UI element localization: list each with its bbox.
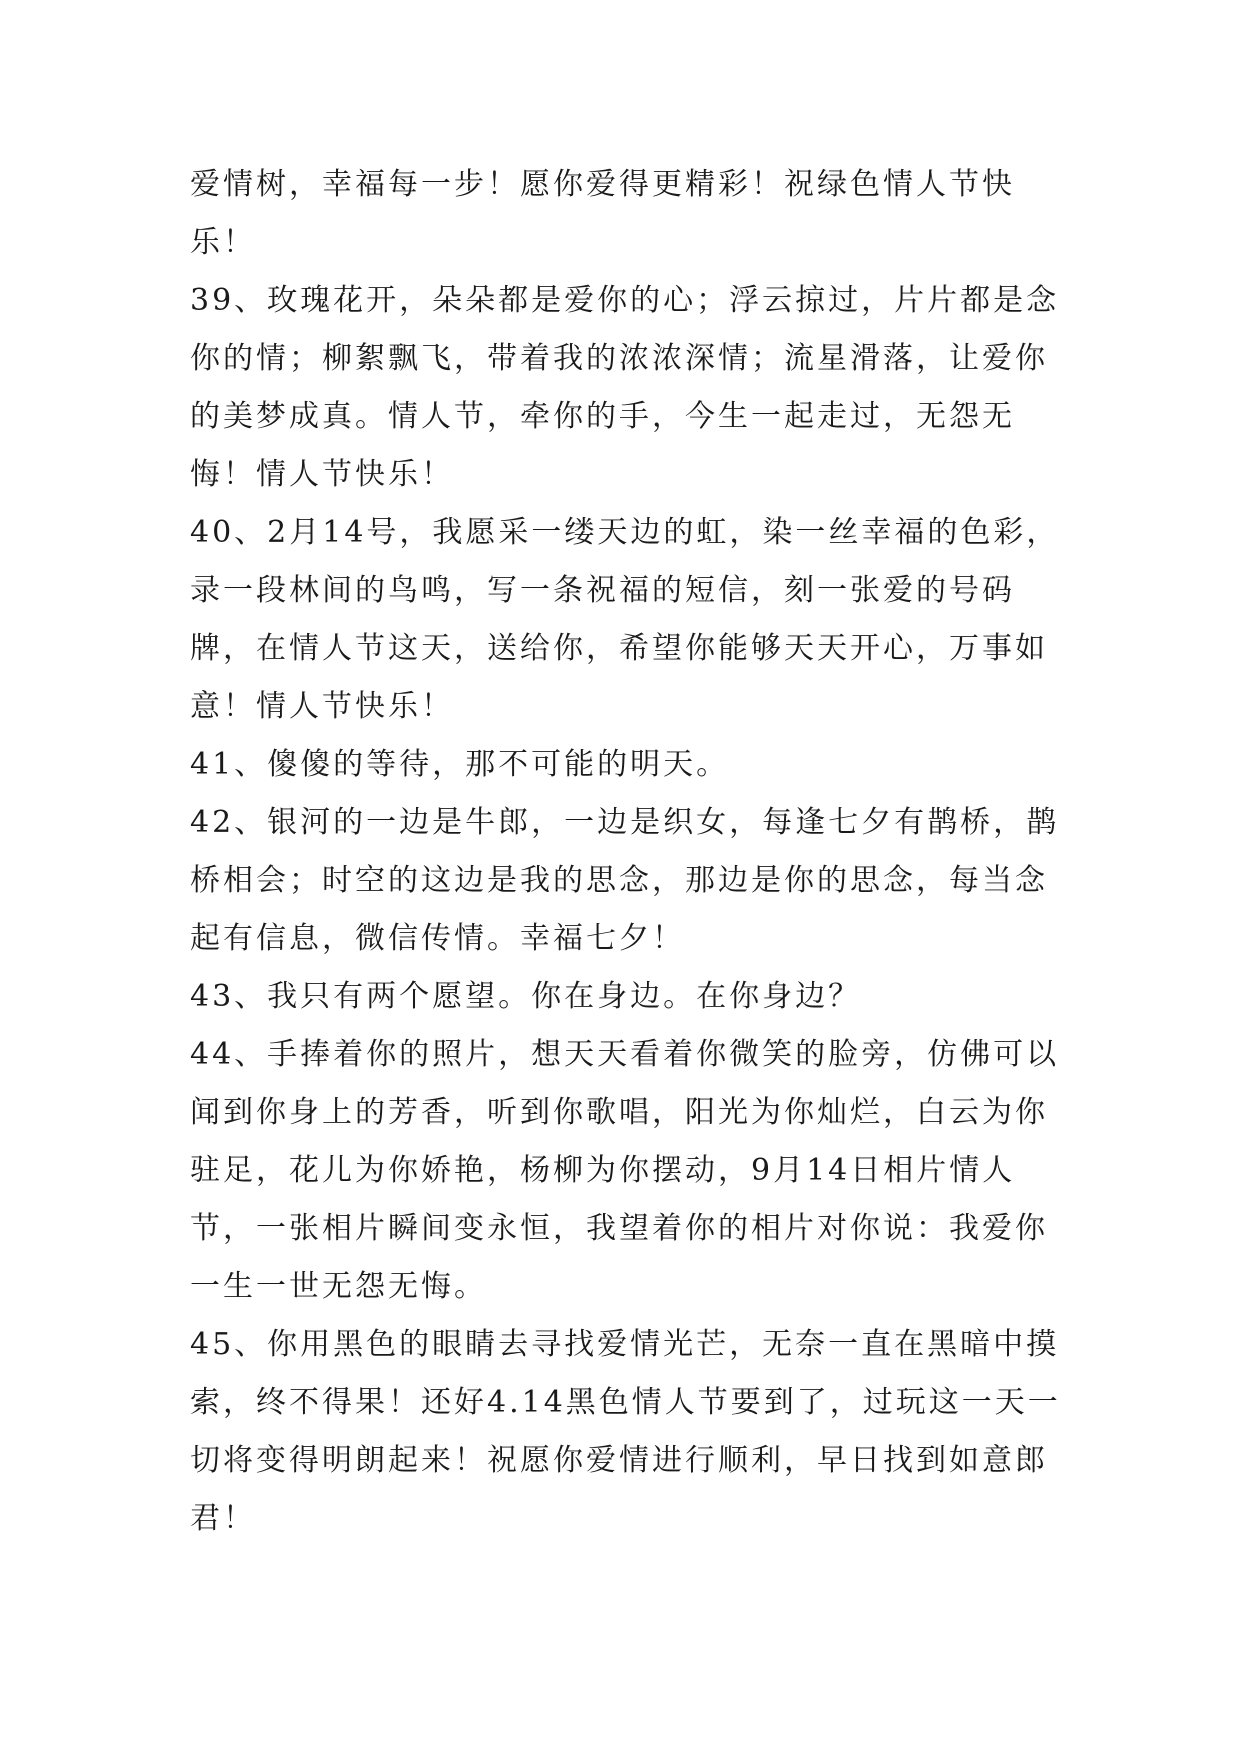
- paragraph-41: 41、傻傻的等待，那不可能的明天。: [190, 747, 730, 782]
- paragraph-43: 43、我只有两个愿望。你在身边。在你身边？: [190, 979, 862, 1014]
- paragraph-44: 44、手捧着你的照片，想天天看着你微笑的脸旁，仿佛可以闻到你身上的芳香，听到你歌唱，阳光为你灿烂，白云为你驻足，花儿为你娇艳，杨柳为你摆动，9月14日相片情人节，一张相片瞬间变永恒，我望着你的相片对你说：我爱你一生一世无怨无悔。: [190, 1037, 1060, 1304]
- document-body: [190, 156, 1068, 1548]
- paragraph-42: 42、银河的一边是牛郎，一边是织女，每逢七夕有鹊桥，鹊桥相会；时空的这边是我的思念，那边是你的思念，每当念起有信息，微信传情。幸福七夕！: [190, 805, 1060, 956]
- paragraph-45: 45、你用黑色的眼睛去寻找爱情光芒，无奈一直在黑暗中摸索，终不得果！还好4.14黑色情人节要到了，过玩这一天一切将变得明朗起来！祝愿你爱情进行顺利，早日找到如意郎君！: [190, 1327, 1061, 1536]
- paragraph-40: 40、2月14号，我愿采一缕天边的虹，染一丝幸福的色彩，录一段林间的鸟鸣，写一条祝福的短信，刻一张爱的号码牌，在情人节这天，送给你，希望你能够天天开心，万事如意！情人节快乐！: [190, 515, 1060, 724]
- paragraph-39: 39、玫瑰花开，朵朵都是爱你的心；浮云掠过，片片都是念你的情；柳絮飘飞，带着我的浓浓深情；流星滑落，让爱你的美梦成真。情人节，牵你的手，今生一起走过，无怨无悔！情人节快乐！: [190, 283, 1060, 492]
- paragraph-continuation: 爱情树，幸福每一步！愿你爱得更精彩！祝绿色情人节快乐！: [190, 167, 1015, 260]
